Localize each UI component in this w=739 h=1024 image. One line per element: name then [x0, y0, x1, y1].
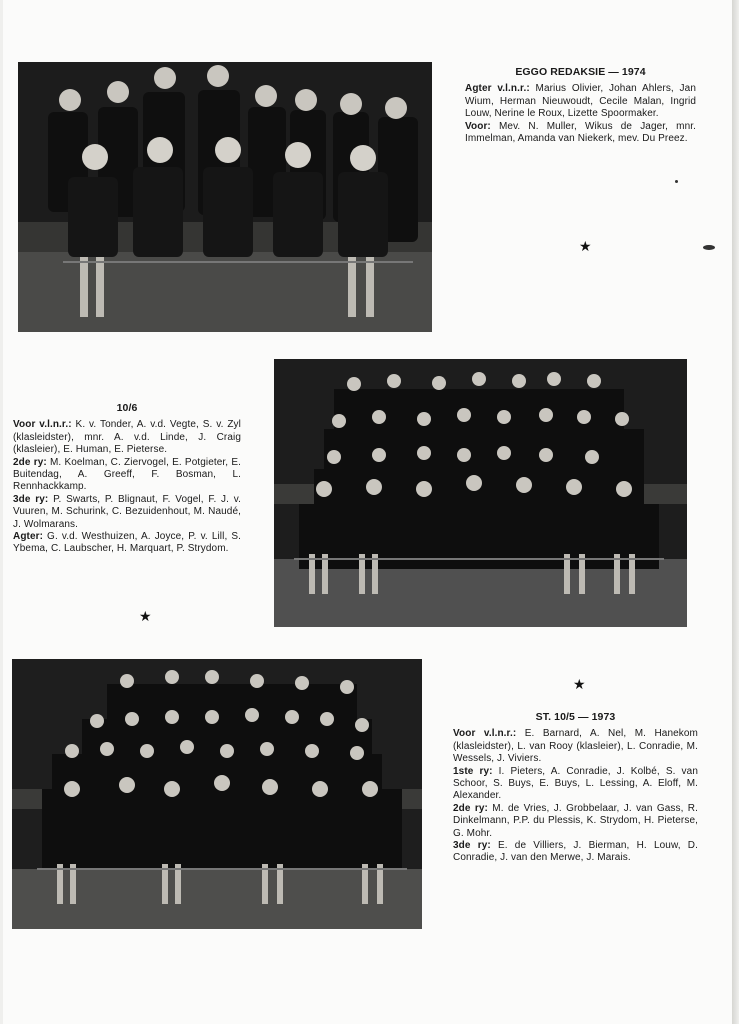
caption-title: ST. 10/5 — 1973	[535, 711, 616, 723]
star-ornament: ★	[579, 239, 592, 255]
caption-class-st-10-5	[453, 711, 698, 865]
page-edge	[732, 0, 739, 1024]
caption-row	[453, 728, 698, 765]
row-text: Marius Olivier, Johan Ahlers, Jan Wium, Herman Nieuwoudt, Cecile Malan, Ingrid Louw, Nerine le Roux, Lizette Spoormaker.	[465, 83, 696, 120]
photo-eggo-redaksie	[18, 62, 432, 332]
caption-eggo-redaksie	[465, 66, 696, 145]
caption-row	[465, 121, 696, 146]
row-text: M. Koelman, C. Ziervogel, E. Potgieter, E. Buitendag, A. Greeff, F. Bosman, L. Rennhackkamp.	[13, 456, 242, 493]
caption-row	[465, 83, 696, 120]
photo-class-st-10-5	[12, 659, 422, 929]
row-label: 2de ry:	[13, 456, 47, 468]
row-text: K. v. Tonder, A. v.d. Vegte, S. v. Zyl (klasleidster), mnr. A. v.d. Linde, J. Craig (klasleier), E. Human, E. Pieterse.	[13, 419, 241, 456]
caption-row	[453, 803, 698, 840]
speck	[675, 180, 678, 183]
row-text: P. Swarts, P. Blignaut, F. Vogel, F. J. v. Vuuren, M. Schurink, C. Bezuidenhout, M. Naudé, J. Wolmarans.	[13, 493, 241, 530]
star-ornament: ★	[139, 609, 152, 625]
row-text: M. de Vries, J. Grobbelaar, J. van Gass, R. Dinkelmann, P.P. du Plessis, K. Strydom, H. Pieterse, G. Mohr.	[453, 802, 698, 839]
caption-title: 10/6	[116, 402, 138, 414]
row-label: 1ste ry:	[453, 765, 493, 777]
row-label: Voor:	[465, 120, 491, 132]
row-text: E. de Villiers, J. Bierman, H. Louw, D. Conradie, J. van den Merwe, J. Marais.	[453, 840, 698, 864]
caption-row	[13, 419, 241, 456]
row-label: Agter v.l.n.r.:	[465, 83, 530, 95]
photo-class-10-6	[274, 359, 687, 627]
row-text: E. Barnard, A. Nel, M. Hanekom (klasleidster), L. van Rooy (klasleier), L. Conradie, M. Wessels, J. Viviers.	[453, 728, 698, 765]
row-label: 3de ry:	[453, 840, 491, 852]
speck	[703, 245, 715, 250]
row-label: Voor v.l.n.r.:	[453, 728, 517, 740]
row-label: Voor v.l.n.r.:	[13, 419, 72, 431]
caption-row	[13, 494, 241, 531]
group-photo-image	[18, 62, 432, 332]
row-text: I. Pieters, A. Conradie, J. Kolbé, S. van Schoor, S. Buys, E. Buys, L. Lessing, A. Eloff, M. Alexander.	[453, 765, 698, 802]
caption-row	[453, 766, 698, 803]
row-label: 3de ry:	[13, 493, 49, 505]
row-label: 2de ry:	[453, 802, 488, 814]
row-text: G. v.d. Westhuizen, A. Joyce, P. v. Lill, S. Ybema, C. Laubscher, H. Marquart, P. Strydom.	[13, 531, 241, 555]
caption-row	[13, 531, 241, 556]
group-photo-image	[274, 359, 687, 627]
group-photo-image	[12, 659, 422, 929]
row-label: Agter:	[13, 531, 44, 543]
caption-title: EGGO REDAKSIE — 1974	[515, 66, 646, 78]
yearbook-page	[3, 0, 735, 1024]
caption-row	[453, 840, 698, 865]
caption-class-10-6	[13, 402, 241, 556]
caption-row	[13, 457, 241, 494]
star-ornament: ★	[573, 677, 586, 693]
row-text: Mev. N. Muller, Wikus de Jager, mnr. Immelman, Amanda van Niekerk, mev. Du Preez.	[465, 120, 696, 145]
